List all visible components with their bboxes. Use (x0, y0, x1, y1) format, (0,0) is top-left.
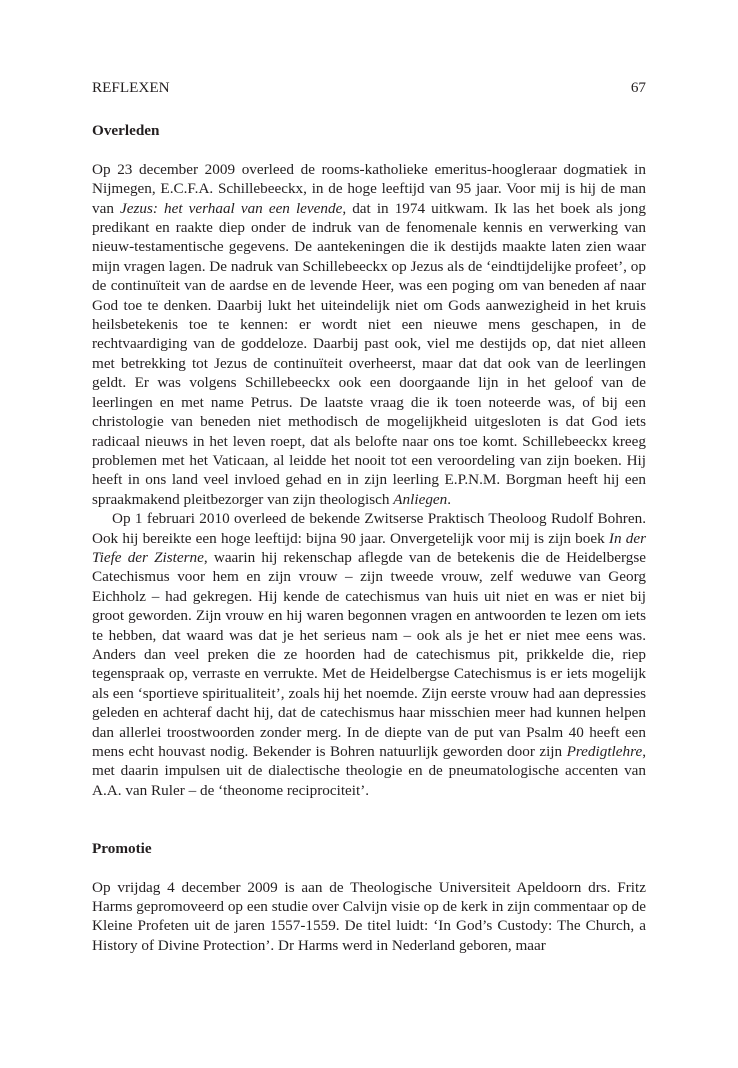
text-run: , dat in 1974 uitkwam. Ik las het boek als jong predikant en raakte diep onder de indruk van de fenomenale kennis en verwerking van nieuw-testamentische gegevens. De aantekeningen die ik destijds maakte laten zien waar mijn vragen lagen. De nadruk van Schillebeeckx op Jezus als de ‘eindtijdelijke profeet’, op de continuïteit van de aardse en de levende Heer, was een poging om van beneden af naar God toe te denken. Daarbij lukt het uiteindelijk niet om Gods aanwezigheid in het kruis heilsbetekenis toe te kennen: er wordt niet een nieuwe mens geschapen, in de rechtvaardiging van de goddeloze. Daarbij past ook, viel me destijds op, dat niet alleen met betrekking tot Jezus de continuïteit overheerst, maar dat dat ook van de leerlingen geldt. Er was volgens Schillebeeckx ook een doorgaande lijn in het geloof van de leerlingen en met name Petrus. De laatste vraag die ik toen noteerde was, of bij een christologie van beneden niet methodisch de mogelijkheid uitgesloten is dat God iets radicaal nieuws in het leven roept, dat als belofte naar ons toe komt. Schillebeeckx kreeg problemen met het Vaticaan, al leidde het nooit tot een veroordeling van zijn boeken. Hij heeft in ons land veel invloed gehad en in zijn leerling E.P.N.M. Borgman heeft hij een spraakmakend pleitbezorger van zijn theologisch (92, 199, 646, 508)
document-page (92, 78, 646, 955)
book-title-jezus: Jezus: het verhaal van een levende (120, 199, 343, 217)
text-run: , met daarin impulsen uit de dialectische theologie en de pneumatologische accenten van A.A. van Ruler – de ‘theonome reciprociteit’. (92, 743, 646, 799)
running-header (92, 78, 646, 97)
term-anliegen: Anliegen (393, 490, 448, 508)
text-run: Op vrijdag 4 december 2009 is aan de Theologische Universiteit Apeldoorn drs. Fritz Harms gepromoveerd op een studie over Calvijn visie op de kerk in zijn commentaar op de Kleine Profeten uit de jaren 1557-1559. De titel luidt: ‘In God’s Custody: The Church, a History of Divine Protection’. Dr Harms werd in Nederland geboren, maar (92, 878, 646, 954)
text-run: , waarin hij rekenschap aflegde van de betekenis die de Heidelbergse Catechismus voor hem en zijn vrouw – zijn tweede vrouw, zelf weduwe van Georg Eichholz – had gekregen. Hij kende de catechismus van huis uit niet en was er niet bij groot geworden. Zijn vrouw en hij waren begonnen vragen en antwoorden te lezen om iets te hebben, dat waard was dat je het serieus nam – ook als je het er niet mee eens was. Anders dan veel preken die ze hoorden had de catechismus pit, prikkelde die, riep tegenspraak op, verraste en verrukte. Met de Heidelbergse Catechismus is er iets mogelijk als een ‘sportieve spiritualiteit’, zoals hij het noemde. Zijn eerste vrouw had aan depressies geleden en achteraf dacht hij, dat de catechismus haar misschien meer had kunnen helpen dan allerlei troostwoorden zonder merg. In de diepte van de put van Psalm 40 heeft een mens echt houvast nodig. Bekender is Bohren natuurlijk geworden door zijn (92, 548, 647, 760)
book-title-predigtlehre: Predigtlehre (566, 743, 643, 760)
running-title: REFLEXEN (92, 79, 170, 96)
text-run: Op 23 december 2009 overleed de rooms-katholieke emeritus-hoogleraar dogmatiek in Nijmegen, E.C.F.A. Schillebeeckx, in de hoge leeftijd van 95 jaar. Voor mij is hij de man van (92, 160, 646, 217)
paragraph-schillebeeckx (92, 160, 646, 509)
text-run: . (447, 490, 452, 508)
section-heading-promotie: Promotie (92, 840, 152, 858)
book-title-zisterne: In der Tiefe der Zisterne (92, 529, 646, 566)
section-spacer (92, 800, 646, 839)
section-heading-overleden: Overleden (92, 122, 160, 140)
text-run: Op 1 februari 2010 overleed de bekende Zwitserse Praktisch Theoloog Rudolf Bohren. Ook hij bereikte een hoge leeftijd: bijna 90 jaar. Onvergetelijk voor mij is zijn boek (92, 510, 646, 547)
paragraph-promotie (92, 878, 646, 956)
page-number: 67 (630, 79, 646, 96)
paragraph-bohren (92, 509, 646, 800)
